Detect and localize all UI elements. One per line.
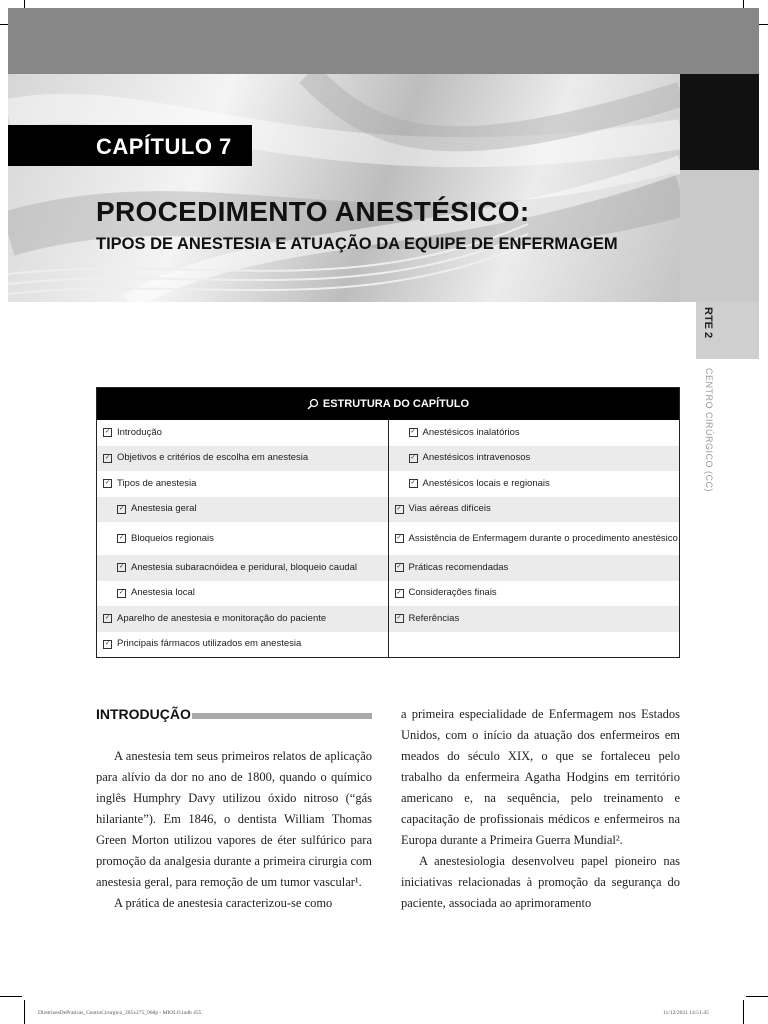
checkbox-icon: ✓ (104, 454, 111, 461)
paragraph: A anestesia tem seus primeiros relatos de aplicação para alívio da dor no ano de 1800, quando o químico inglês Humphry Davy utilizou óxido nitroso (“gás hilariante”). Em 1846, o dentista William Thomas Green Morton utilizou vapores de éter sulfúrico para promoção da analgesia durante a primeira cirurgia com anestesia geral, para remoção de um tumor vascular¹. (96, 749, 372, 889)
structure-item (389, 606, 680, 632)
top-gray-band (8, 8, 759, 74)
checkbox-icon: ✓ (410, 454, 416, 461)
checkbox-icon: ✓ (396, 535, 402, 541)
structure-item-label: Anestesia subaracnóidea e peridural, bloqueio caudal (131, 561, 358, 573)
structure-item (97, 522, 388, 555)
structure-item (389, 446, 680, 472)
structure-item (389, 471, 680, 497)
side-tab-light (680, 170, 759, 302)
structure-item (389, 497, 680, 523)
structure-item-label: Anestesia geral (131, 503, 197, 515)
body-column-right (401, 704, 680, 914)
search-icon (307, 398, 319, 410)
structure-item-label: Práticas recomendadas (408, 561, 509, 573)
structure-item-label: Principais fármacos utilizados em anestesia (117, 638, 302, 650)
crop-mark (746, 996, 768, 997)
checkbox-icon: ✓ (118, 535, 125, 541)
structure-item (97, 606, 388, 632)
structure-item-label: Bloqueios regionais (131, 532, 214, 544)
print-file-info: DiretrizesDePraticas_CentroCirurgico_205x275_968p - MIOLO.indb 455 (38, 1010, 202, 1016)
structure-right-column (388, 420, 680, 657)
structure-item-label: Anestésicos inalatórios (422, 426, 520, 438)
structure-item-label: Considerações finais (408, 587, 497, 599)
side-tab-dark (680, 74, 759, 170)
structure-header-label: ESTRUTURA DO CAPÍTULO (322, 398, 470, 410)
structure-item (97, 632, 388, 658)
part-label: RTE 2 (702, 307, 714, 339)
structure-item-label: Anestésicos locais e regionais (422, 477, 550, 489)
structure-item (97, 555, 388, 581)
structure-item (389, 420, 680, 446)
structure-left-column (97, 420, 388, 657)
section-label: CENTRO CIRÚRGICO (CC) (704, 368, 714, 492)
checkbox-icon: ✓ (396, 505, 402, 512)
checkbox-icon: ✓ (104, 480, 111, 487)
paragraph: A anestesiologia desenvolveu papel pioneiro nas iniciativas relacionadas à promoção da segurança do paciente, associada ao aprimoramento (401, 854, 680, 910)
checkbox-icon: ✓ (118, 589, 125, 596)
heading-rule (192, 713, 372, 719)
checkbox-icon: ✓ (410, 429, 416, 436)
structure-item (97, 471, 388, 497)
structure-item (97, 497, 388, 523)
structure-item-label: Aparelho de anestesia e monitoração do paciente (117, 612, 327, 624)
structure-item (389, 555, 680, 581)
structure-item-label: Referências (408, 612, 460, 624)
structure-item-label: Anestésicos intravenosos (422, 452, 531, 464)
checkbox-icon: ✓ (410, 480, 416, 487)
checkbox-icon: ✓ (396, 589, 402, 596)
structure-item (97, 420, 388, 446)
checkbox-icon: ✓ (104, 429, 111, 436)
structure-item-label: Anestesia local (131, 587, 195, 599)
structure-item-label: Assistência de Enfermagem durante o procedimento anestésico (408, 532, 678, 544)
structure-item (389, 522, 680, 555)
structure-item (97, 581, 388, 607)
crop-mark (0, 996, 22, 997)
structure-item-label: Vias aéreas difíceis (408, 503, 491, 515)
section-heading: INTRODUÇÃO (96, 706, 191, 722)
chapter-subtitle: TIPOS DE ANESTESIA E ATUAÇÃO DA EQUIPE DE ENFERMAGEM (96, 235, 618, 253)
chapter-header-background (8, 74, 681, 302)
checkbox-icon: ✓ (104, 615, 111, 622)
structure-item-label: Tipos de anestesia (117, 477, 197, 489)
structure-item-label: Objetivos e critérios de escolha em anestesia (117, 452, 309, 464)
checkbox-icon: ✓ (118, 505, 125, 512)
structure-item-label: Introdução (117, 426, 162, 438)
chapter-title: PROCEDIMENTO ANESTÉSICO: (96, 196, 530, 227)
crop-mark (24, 1000, 25, 1024)
paragraph: a primeira especialidade de Enfermagem nos Estados Unidos, com o início da atuação dos enfermeiros em meados do século XIX, o que se fortaleceu pelo trabalho da enfermeira Agatha Hodgins em território americano e, na sequência, pelo treinamento e capacitação de profissionais médicos e enfermeiros na Europa durante a Primeira Guerra Mundial². (401, 707, 680, 847)
structure-header (97, 388, 679, 420)
checkbox-icon: ✓ (104, 640, 111, 647)
body-column-left (96, 746, 372, 914)
print-timestamp: 11/12/2021 14:51:45 (663, 1010, 709, 1016)
structure-item (97, 446, 388, 472)
chapter-structure-box (96, 387, 680, 658)
crop-mark (743, 1000, 744, 1024)
checkbox-icon: ✓ (396, 564, 402, 571)
paragraph: A prática de anestesia caracterizou-se como (114, 896, 333, 910)
decorative-waves (8, 74, 681, 302)
structure-item (389, 581, 680, 607)
checkbox-icon: ✓ (396, 615, 402, 622)
checkbox-icon: ✓ (118, 564, 125, 571)
chapter-label: CAPÍTULO 7 (96, 134, 232, 159)
